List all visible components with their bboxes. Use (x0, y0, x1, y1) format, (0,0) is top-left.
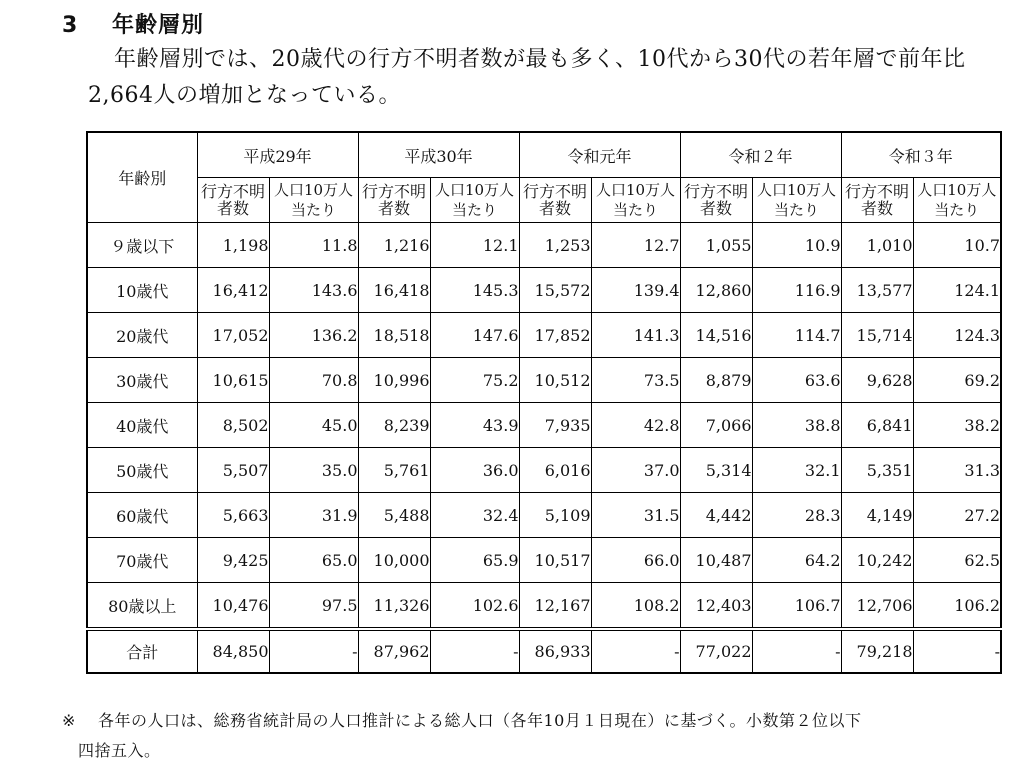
rate-cell: 64.2 (752, 538, 841, 583)
rate-cell: 73.5 (591, 358, 680, 403)
rate-cell: 37.0 (591, 448, 680, 493)
count-cell: 4,442 (680, 493, 752, 538)
count-cell: 7,935 (519, 403, 591, 448)
count-cell: 13,577 (841, 268, 913, 313)
count-cell: 1,198 (197, 223, 269, 268)
section-heading (62, 8, 204, 39)
rate-cell: 136.2 (269, 313, 358, 358)
table-row (87, 448, 1001, 493)
rate-header (430, 178, 519, 223)
rate-cell: 108.2 (591, 583, 680, 630)
rate-cell: 10.7 (913, 223, 1001, 268)
count-cell: 5,761 (358, 448, 430, 493)
count-cell: 9,425 (197, 538, 269, 583)
count-cell: 12,860 (680, 268, 752, 313)
rate-cell: 62.5 (913, 538, 1001, 583)
count-cell: 12,403 (680, 583, 752, 630)
note-line2: 四捨五入。 (78, 741, 161, 760)
count-cell: 5,314 (680, 448, 752, 493)
count-cell: 79,218 (841, 629, 913, 673)
count-cell: 10,000 (358, 538, 430, 583)
rate-cell: 116.9 (752, 268, 841, 313)
age-cell: 40歳代 (87, 403, 197, 448)
age-cell: 70歳代 (87, 538, 197, 583)
count-cell: 1,253 (519, 223, 591, 268)
year-header-row (87, 132, 1001, 178)
rate-cell: 12.7 (591, 223, 680, 268)
rate-cell: - (591, 629, 680, 673)
count-cell: 77,022 (680, 629, 752, 673)
count-header: 行方不明者数 (197, 178, 269, 223)
rate-header-line2: 当たり (451, 201, 497, 219)
count-cell: 12,706 (841, 583, 913, 630)
count-header: 行方不明者数 (680, 178, 752, 223)
count-cell: 12,167 (519, 583, 591, 630)
rate-cell: 27.2 (913, 493, 1001, 538)
rate-header-line2: 当たり (290, 201, 336, 219)
subheader-row (87, 178, 1001, 223)
rate-header-line1: 人口10万人 (756, 181, 837, 199)
rate-cell: - (752, 629, 841, 673)
age-cell: 合計 (87, 629, 197, 673)
rate-cell: 102.6 (430, 583, 519, 630)
count-cell: 1,055 (680, 223, 752, 268)
age-header: 年齢別 (87, 132, 197, 223)
count-cell: 4,149 (841, 493, 913, 538)
section-title: 年齢層別 (112, 13, 205, 38)
count-cell: 8,502 (197, 403, 269, 448)
count-cell: 5,663 (197, 493, 269, 538)
note-mark: ※ (62, 711, 76, 730)
table-row (87, 223, 1001, 268)
table-row (87, 538, 1001, 583)
rate-header (591, 178, 680, 223)
rate-cell: 38.2 (913, 403, 1001, 448)
count-cell: 5,488 (358, 493, 430, 538)
rate-cell: 69.2 (913, 358, 1001, 403)
rate-cell: 42.8 (591, 403, 680, 448)
rate-cell: 65.0 (269, 538, 358, 583)
rate-cell: 106.7 (752, 583, 841, 630)
count-cell: 1,010 (841, 223, 913, 268)
rate-header (913, 178, 1001, 223)
table-row (87, 268, 1001, 313)
rate-cell: - (269, 629, 358, 673)
rate-header (269, 178, 358, 223)
rate-header-line1: 人口10万人 (917, 181, 997, 199)
count-cell: 6,841 (841, 403, 913, 448)
rate-header-line2: 当たり (934, 201, 980, 219)
count-cell: 16,418 (358, 268, 430, 313)
year-header: 令和３年 (841, 132, 1001, 178)
rate-cell: 139.4 (591, 268, 680, 313)
count-cell: 10,615 (197, 358, 269, 403)
rate-cell: 31.9 (269, 493, 358, 538)
rate-cell: 65.9 (430, 538, 519, 583)
rate-cell: 32.1 (752, 448, 841, 493)
rate-cell: 106.2 (913, 583, 1001, 630)
age-cell: 80歳以上 (87, 583, 197, 630)
age-cell: ９歳以下 (87, 223, 197, 268)
table-row (87, 583, 1001, 630)
rate-cell: 28.3 (752, 493, 841, 538)
count-cell: 5,351 (841, 448, 913, 493)
count-cell: 10,487 (680, 538, 752, 583)
rate-cell: 36.0 (430, 448, 519, 493)
rate-cell: 31.3 (913, 448, 1001, 493)
rate-cell: 63.6 (752, 358, 841, 403)
year-header: 令和元年 (519, 132, 680, 178)
age-cell: 20歳代 (87, 313, 197, 358)
count-cell: 8,879 (680, 358, 752, 403)
rate-cell: - (913, 629, 1001, 673)
intro-paragraph: 年齢層別では、20歳代の行方不明者数が最も多く、10代から30代の若年層で前年比2,664人の増加となっている。 (88, 47, 966, 108)
year-header: 平成30年 (358, 132, 519, 178)
age-cell: 10歳代 (87, 268, 197, 313)
rate-header-line1: 人口10万人 (434, 181, 515, 199)
count-cell: 14,516 (680, 313, 752, 358)
count-cell: 8,239 (358, 403, 430, 448)
count-cell: 10,512 (519, 358, 591, 403)
count-cell: 87,962 (358, 629, 430, 673)
count-cell: 11,326 (358, 583, 430, 630)
rate-header-line1: 人口10万人 (595, 181, 676, 199)
count-cell: 7,066 (680, 403, 752, 448)
total-row (87, 629, 1001, 673)
note-line1: 各年の人口は、総務省統計局の人口推計による総人口（各年10月１日現在）に基づく。小数第２位以下 (98, 711, 862, 730)
table-row (87, 358, 1001, 403)
footnote (62, 706, 1012, 766)
rate-cell: 75.2 (430, 358, 519, 403)
age-cell: 30歳代 (87, 358, 197, 403)
count-cell: 10,242 (841, 538, 913, 583)
count-cell: 10,517 (519, 538, 591, 583)
count-cell: 10,476 (197, 583, 269, 630)
rate-cell: 43.9 (430, 403, 519, 448)
age-cell: 60歳代 (87, 493, 197, 538)
rate-cell: 45.0 (269, 403, 358, 448)
count-cell: 16,412 (197, 268, 269, 313)
rate-cell: 35.0 (269, 448, 358, 493)
rate-header-line1: 人口10万人 (273, 181, 354, 199)
rate-cell: 12.1 (430, 223, 519, 268)
rate-cell: 141.3 (591, 313, 680, 358)
count-cell: 6,016 (519, 448, 591, 493)
rate-cell: 124.3 (913, 313, 1001, 358)
rate-cell: 32.4 (430, 493, 519, 538)
count-cell: 10,996 (358, 358, 430, 403)
rate-cell: 70.8 (269, 358, 358, 403)
count-cell: 86,933 (519, 629, 591, 673)
count-cell: 18,518 (358, 313, 430, 358)
rate-cell: 124.1 (913, 268, 1001, 313)
count-cell: 5,109 (519, 493, 591, 538)
rate-cell: 97.5 (269, 583, 358, 630)
rate-cell: 31.5 (591, 493, 680, 538)
rate-header (752, 178, 841, 223)
count-cell: 17,852 (519, 313, 591, 358)
rate-cell: 114.7 (752, 313, 841, 358)
rate-cell: 11.8 (269, 223, 358, 268)
age-group-table (86, 131, 1002, 674)
age-cell: 50歳代 (87, 448, 197, 493)
rate-cell: 66.0 (591, 538, 680, 583)
rate-header-line2: 当たり (613, 201, 659, 219)
rate-cell: - (430, 629, 519, 673)
section-number: 3 (62, 13, 79, 38)
table-body (87, 223, 1001, 674)
year-header: 令和２年 (680, 132, 841, 178)
count-header: 行方不明者数 (519, 178, 591, 223)
count-cell: 1,216 (358, 223, 430, 268)
count-header: 行方不明者数 (358, 178, 430, 223)
count-cell: 9,628 (841, 358, 913, 403)
rate-cell: 143.6 (269, 268, 358, 313)
year-header: 平成29年 (197, 132, 358, 178)
rate-header-line2: 当たり (774, 201, 820, 219)
rate-cell: 38.8 (752, 403, 841, 448)
table-row (87, 313, 1001, 358)
rate-cell: 145.3 (430, 268, 519, 313)
rate-cell: 147.6 (430, 313, 519, 358)
count-cell: 84,850 (197, 629, 269, 673)
table-row (87, 493, 1001, 538)
rate-cell: 10.9 (752, 223, 841, 268)
table-row (87, 403, 1001, 448)
count-header: 行方不明者数 (841, 178, 913, 223)
count-cell: 5,507 (197, 448, 269, 493)
count-cell: 17,052 (197, 313, 269, 358)
count-cell: 15,714 (841, 313, 913, 358)
count-cell: 15,572 (519, 268, 591, 313)
